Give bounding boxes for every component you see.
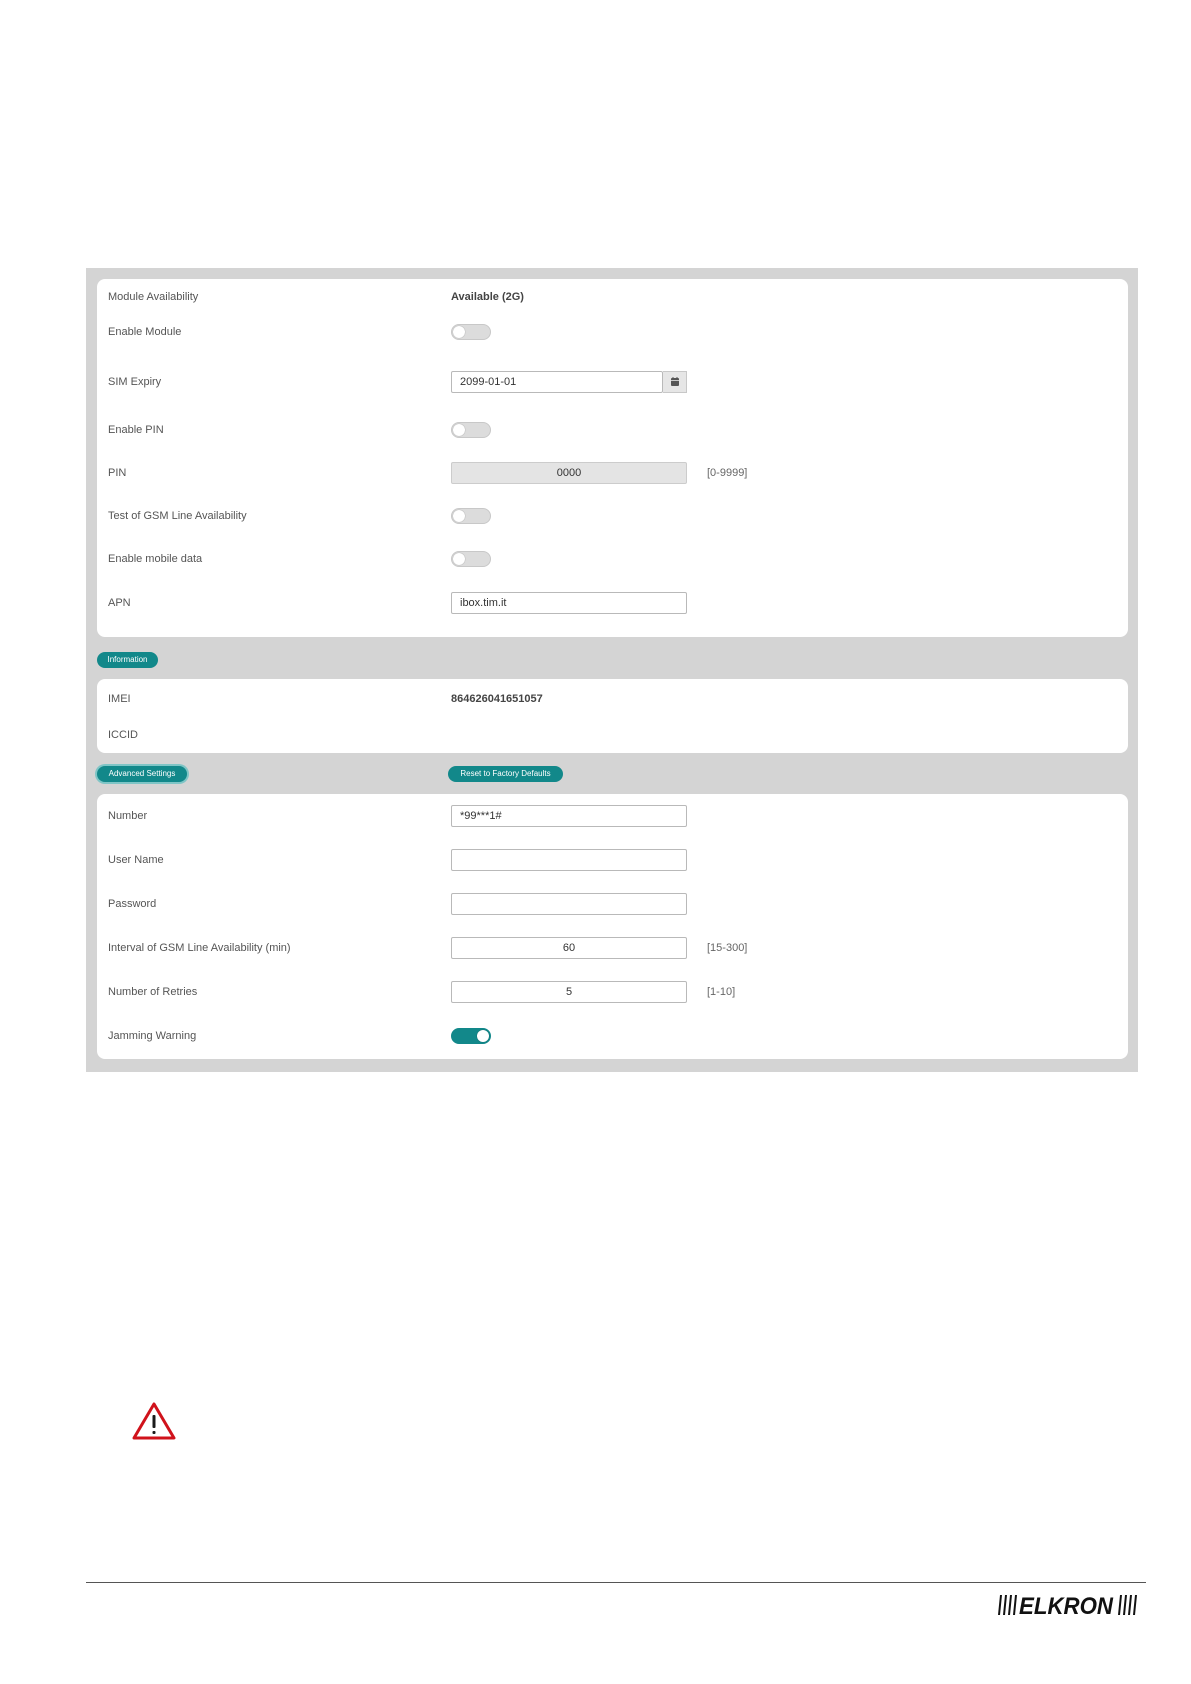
number-input[interactable] — [451, 805, 687, 827]
jamming-warning-toggle[interactable] — [451, 1028, 491, 1044]
elkron-logo-text: ELKRON — [1019, 1593, 1114, 1619]
advanced-settings-button[interactable]: Advanced Settings — [97, 766, 187, 782]
warning-triangle-icon — [132, 1402, 176, 1440]
password-label: Password — [108, 898, 157, 910]
enable-pin-label: Enable PIN — [108, 424, 164, 436]
username-input[interactable] — [451, 849, 687, 871]
imei-value: 864626041651057 — [451, 693, 543, 705]
enable-module-toggle[interactable] — [451, 324, 491, 340]
module-availability-row — [97, 282, 1128, 312]
advanced-settings-card — [97, 794, 1128, 1059]
iccid-label: ICCID — [108, 729, 138, 741]
information-card — [97, 679, 1128, 753]
apn-row — [97, 588, 1128, 618]
toggle-knob — [453, 553, 465, 565]
gsm-settings-panel — [86, 268, 1138, 1072]
jamming-row — [97, 1021, 1128, 1051]
interval-input[interactable] — [451, 937, 687, 959]
password-input[interactable] — [451, 893, 687, 915]
mobile-data-row — [97, 544, 1128, 574]
imei-row — [97, 684, 1128, 714]
sim-expiry-label: SIM Expiry — [108, 376, 162, 388]
username-label: User Name — [108, 854, 164, 866]
toggle-knob — [453, 424, 465, 436]
module-availability-value: Available (2G) — [451, 291, 524, 303]
module-settings-card — [97, 279, 1128, 637]
sim-expiry-input[interactable] — [451, 371, 663, 393]
pin-range-hint: [0-9999] — [707, 467, 748, 479]
username-row — [97, 845, 1128, 875]
enable-pin-row — [97, 415, 1128, 445]
toggle-knob — [453, 510, 465, 522]
apn-label: APN — [108, 597, 131, 609]
test-gsm-toggle[interactable] — [451, 508, 491, 524]
sim-expiry-row — [97, 367, 1128, 397]
elkron-logo — [996, 1591, 1144, 1619]
retries-range-hint: [1-10] — [707, 986, 736, 998]
test-gsm-label: Test of GSM Line Availability — [108, 510, 247, 522]
enable-pin-toggle[interactable] — [451, 422, 491, 438]
reset-factory-defaults-button[interactable]: Reset to Factory Defaults — [448, 766, 563, 782]
information-button[interactable]: Information — [97, 652, 158, 668]
retries-label: Number of Retries — [108, 986, 198, 998]
module-availability-label: Module Availability — [108, 291, 199, 303]
enable-module-row — [97, 317, 1128, 347]
interval-row — [97, 933, 1128, 963]
imei-label: IMEI — [108, 693, 131, 705]
calendar-icon — [670, 377, 680, 387]
retries-row — [97, 977, 1128, 1007]
apn-input[interactable] — [451, 592, 687, 614]
jamming-label: Jamming Warning — [108, 1030, 197, 1042]
test-gsm-row — [97, 501, 1128, 531]
interval-range-hint: [15-300] — [707, 942, 748, 954]
retries-input[interactable] — [451, 981, 687, 1003]
pin-label: PIN — [108, 467, 127, 479]
mobile-data-label: Enable mobile data — [108, 553, 203, 565]
interval-label: Interval of GSM Line Availability (min) — [108, 942, 291, 954]
pin-input[interactable] — [451, 462, 687, 484]
password-row — [97, 889, 1128, 919]
footer-divider — [86, 1582, 1146, 1583]
calendar-button[interactable] — [663, 371, 687, 393]
pin-row — [97, 458, 1128, 488]
number-row — [97, 801, 1128, 831]
number-label: Number — [108, 810, 148, 822]
mobile-data-toggle[interactable] — [451, 551, 491, 567]
iccid-row — [97, 720, 1128, 750]
toggle-knob — [477, 1030, 489, 1042]
enable-module-label: Enable Module — [108, 326, 182, 338]
toggle-knob — [453, 326, 465, 338]
